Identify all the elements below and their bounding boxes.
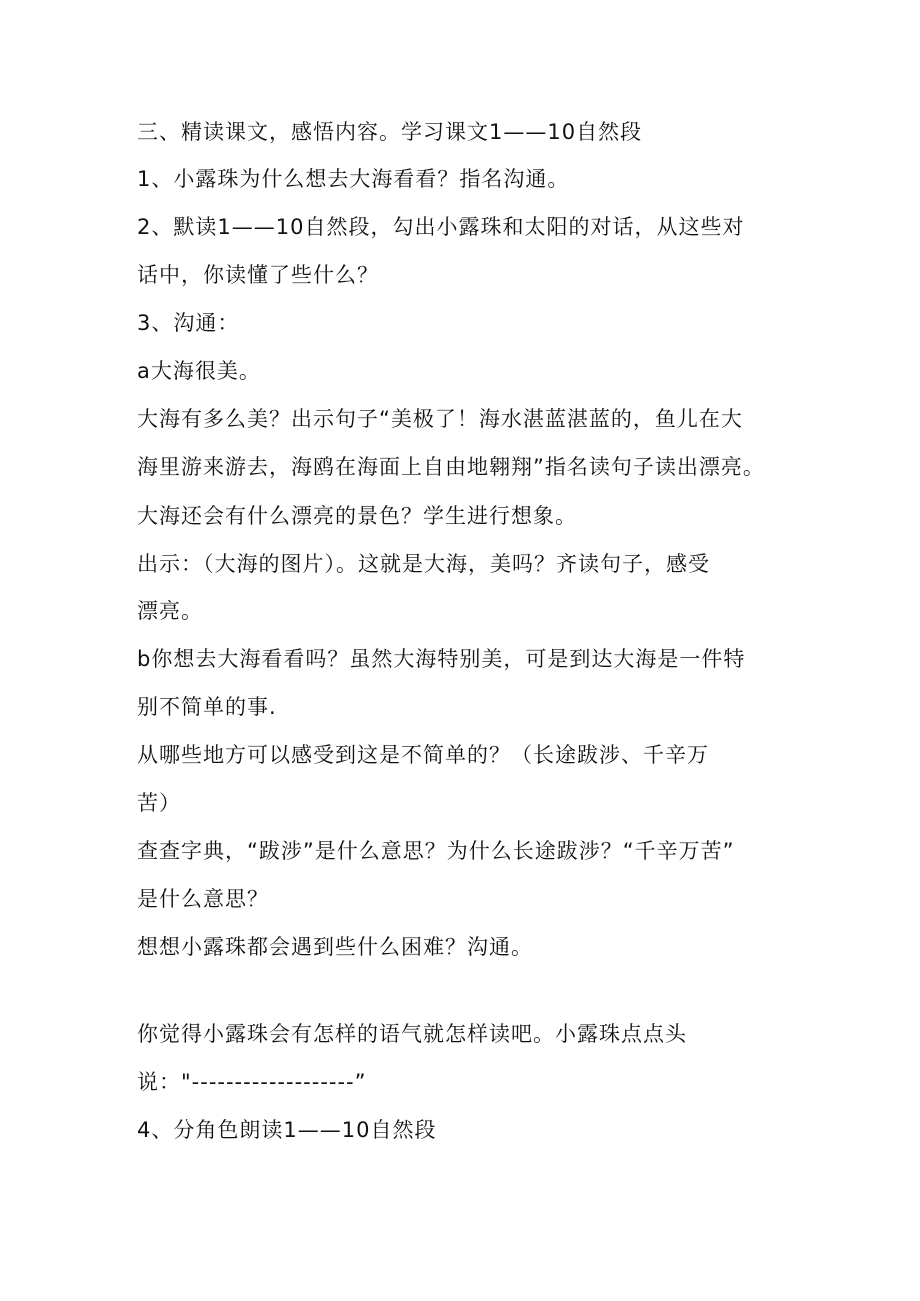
paragraph-line: a大海很美。 xyxy=(137,359,261,383)
paragraph-line: 别不简单的事. xyxy=(137,695,277,719)
paragraph-line: 3、沟通： xyxy=(137,311,240,335)
paragraph-line: 1、小露珠为什么想去大海看看？指名沟通。 xyxy=(137,167,570,191)
paragraph-line: b你想去大海看看吗？虽然大海特别美，可是到达大海是一件特 xyxy=(137,647,746,671)
paragraph-line: 大海有多么美？出示句子“美极了！海水湛蓝湛蓝的，鱼儿在大 xyxy=(137,407,743,431)
paragraph-line: 你觉得小露珠会有怎样的语气就怎样读吧。小露珠点点头 xyxy=(137,1022,687,1046)
paragraph-line: 4、分角色朗读1——10自然段 xyxy=(137,1118,437,1142)
paragraph-line: 苦） xyxy=(137,791,181,815)
paragraph-line: 漂亮。 xyxy=(137,599,203,623)
paragraph-line: 出示：（大海的图片）。这就是大海，美吗？齐读句子，感受 xyxy=(137,552,710,576)
paragraph-line: 海里游来游去，海鸥在海面上自由地翱翔”指名读句子读出漂亮。 xyxy=(137,455,765,479)
paragraph-line: 2、默读1——10自然段，勾出小露珠和太阳的对话，从这些对 xyxy=(137,215,745,239)
paragraph-line: 大海还会有什么漂亮的景色？学生进行想象。 xyxy=(137,504,577,528)
paragraph-line: 说："-------------------” xyxy=(137,1070,367,1094)
paragraph-line: 话中，你读懂了些什么？ xyxy=(137,263,379,287)
paragraph-line: 查查字典，“跋涉”是什么意思？为什么长途跋涉？“千辛万苦” xyxy=(137,839,735,863)
paragraph-line: 想想小露珠都会遇到些什么困难？沟通。 xyxy=(137,935,533,959)
paragraph-line: 是什么意思？ xyxy=(137,887,269,911)
paragraph-line: 从哪些地方可以感受到这是不简单的？（长途跋涉、千辛万 xyxy=(137,743,709,767)
section-heading: 三、精读课文，感悟内容。学习课文1——10自然段 xyxy=(137,120,643,144)
